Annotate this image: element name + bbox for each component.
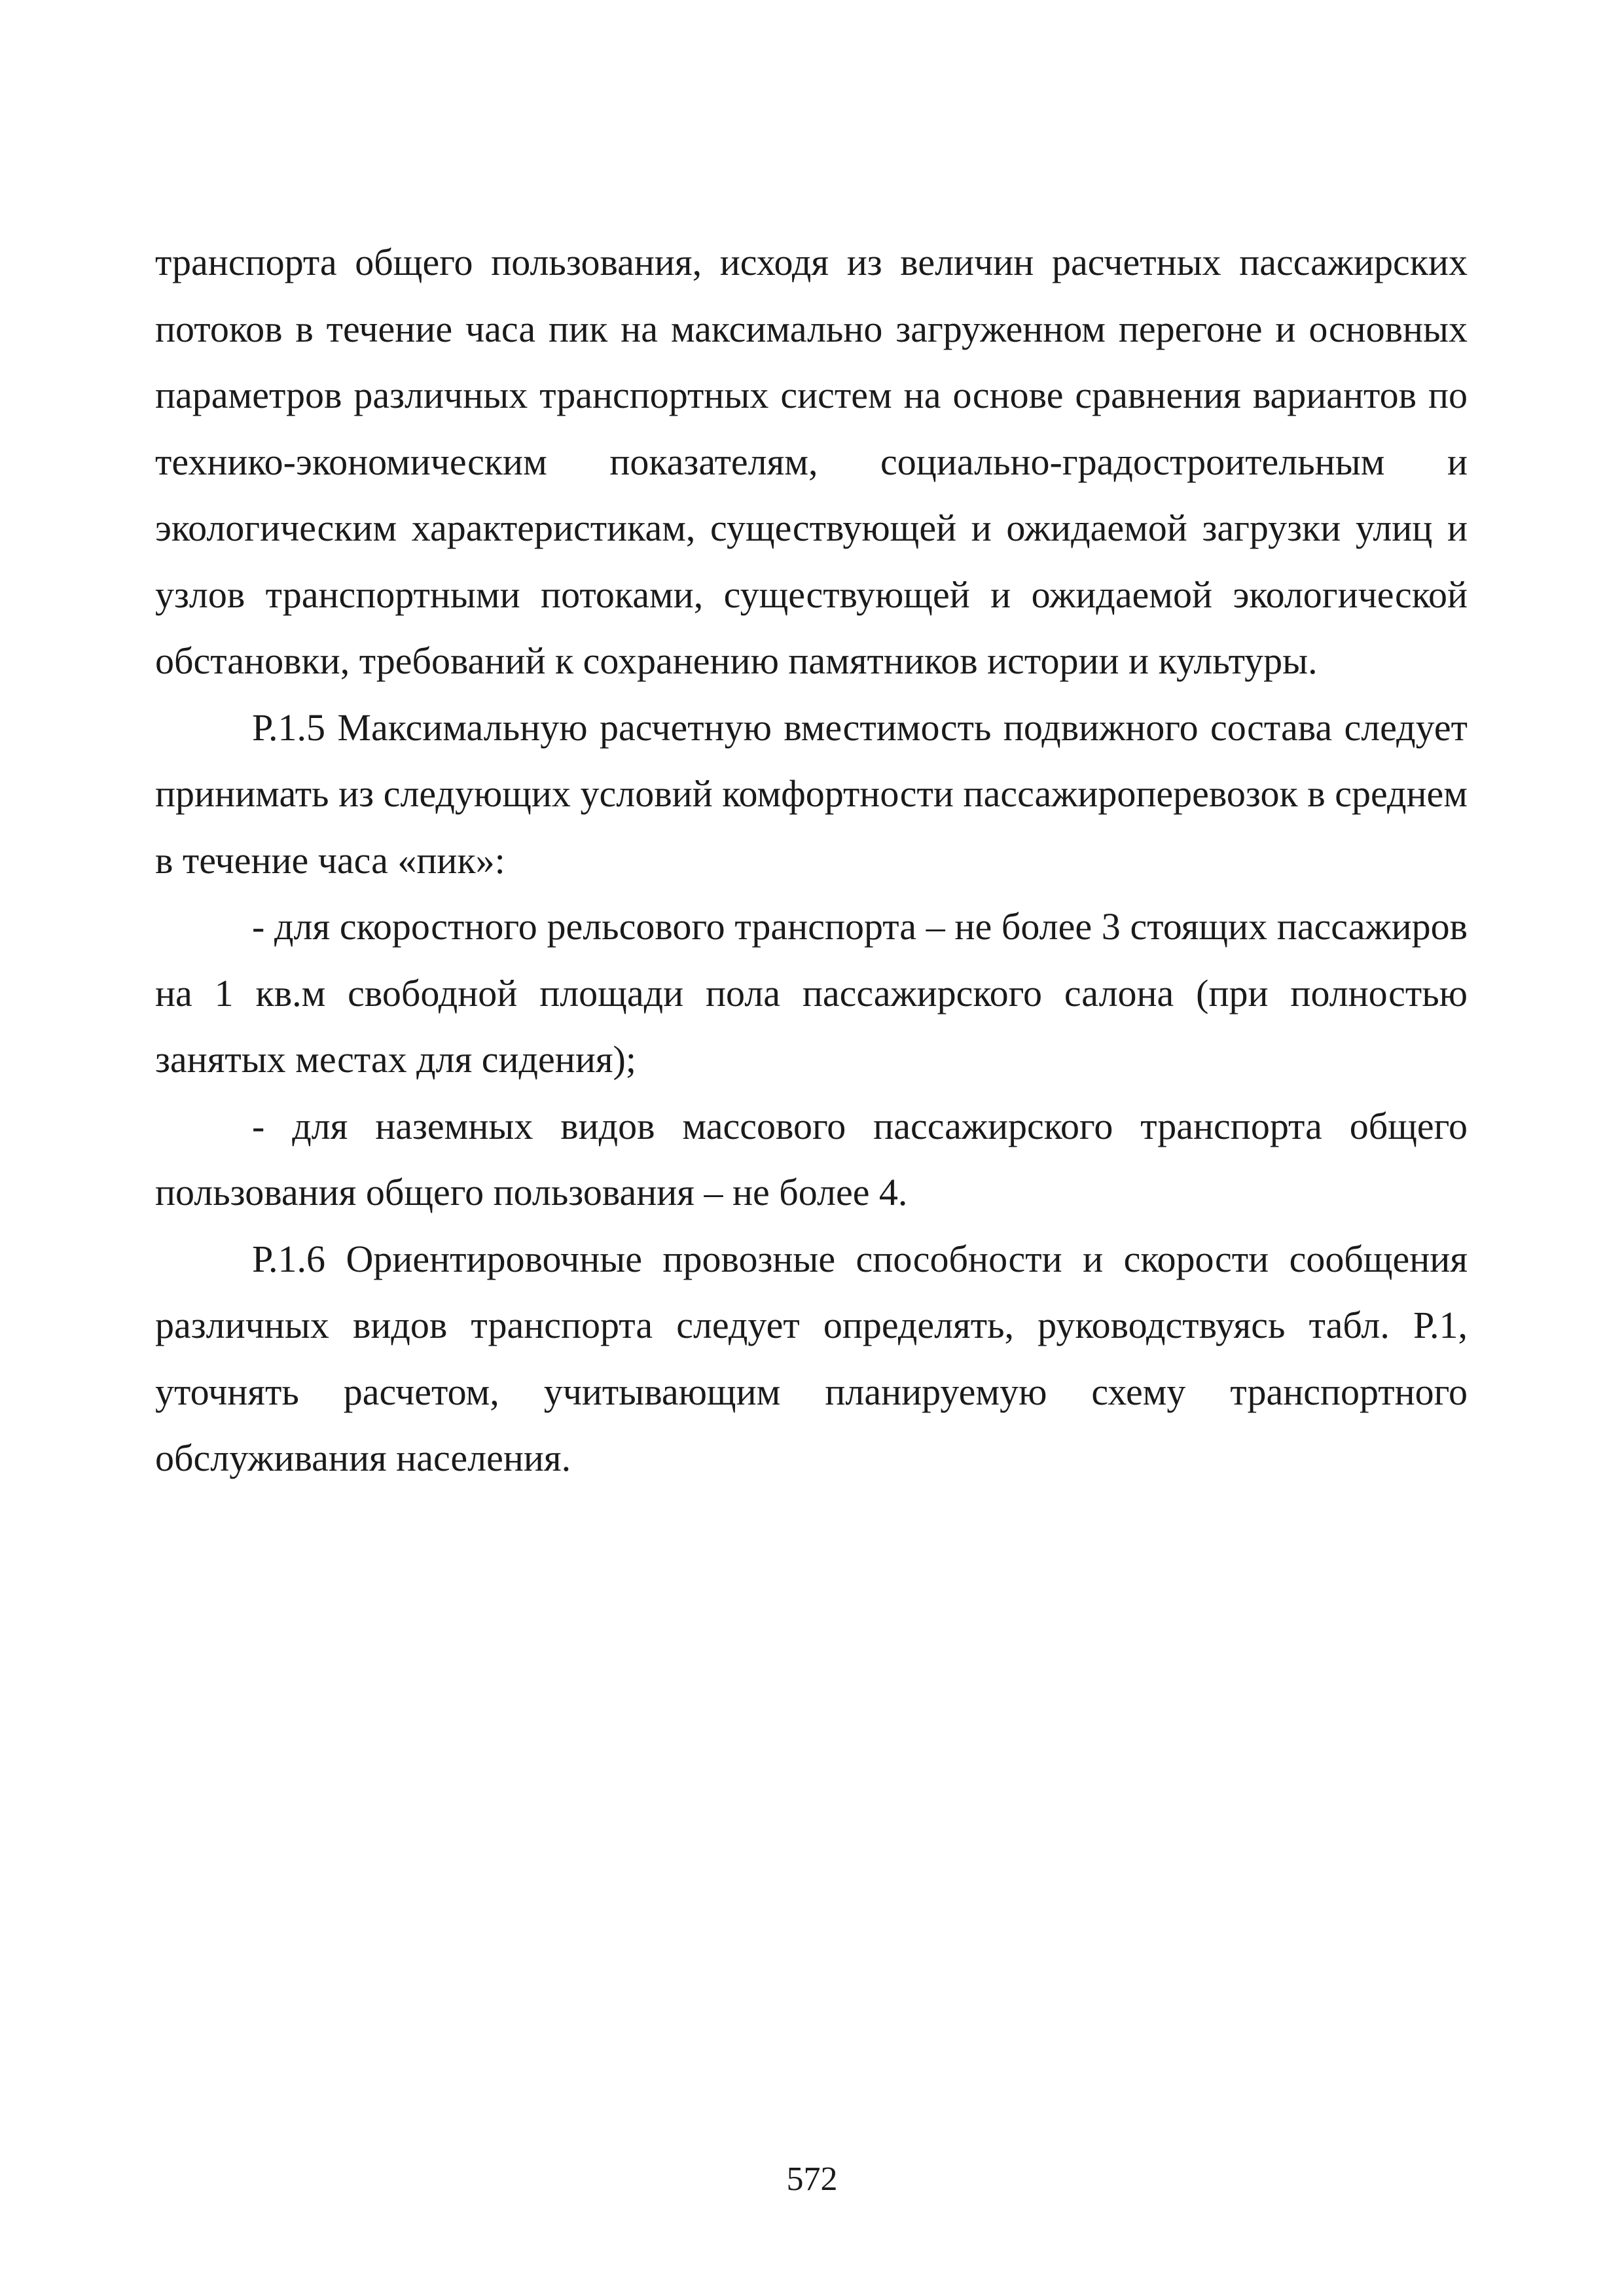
list-item-ground-transport: - для наземных видов массового пассажирского транспорта общего пользования общего пользования – не более 4. — [155, 1104, 1468, 1213]
paragraph-intro-continuation: транспорта общего пользования, исходя из величин расчетных пассажирских потоков в течение часа пик на максимально загруженном перегоне и основных параметров различных транспортных систем на основе сравнения вариантов по технико-экономическим показателям, социально-градостроительным и экологическим характеристикам, существующей и ожидаемой загрузки улиц и узлов транспортными потоками, существующей и ожидаемой экологической обстановки, требований к сохранению памятников истории и культуры. — [155, 241, 1468, 682]
page-body — [155, 229, 1468, 1492]
paragraph-p-1-6: Р.1.6 Ориентировочные провозные способности и скорости сообщения различных видов транспорта следует определять, руководствуясь табл. Р.1, уточнять расчетом, учитывающим планируемую схему транспортного обслуживания населения. — [155, 1237, 1468, 1479]
list-item-rail-transport: - для скоростного рельсового транспорта – не более 3 стоящих пассажиров на 1 кв.м свободной площади пола пассажирского салона (при полностью занятых местах для сидения); — [155, 905, 1468, 1081]
page-number: 572 — [786, 2161, 838, 2198]
paragraph-p-1-5: Р.1.5 Максимальную расчетную вместимость подвижного состава следует принимать из следующих условий комфортности пассажироперевозок в среднем в течение часа «пик»: — [155, 706, 1468, 882]
